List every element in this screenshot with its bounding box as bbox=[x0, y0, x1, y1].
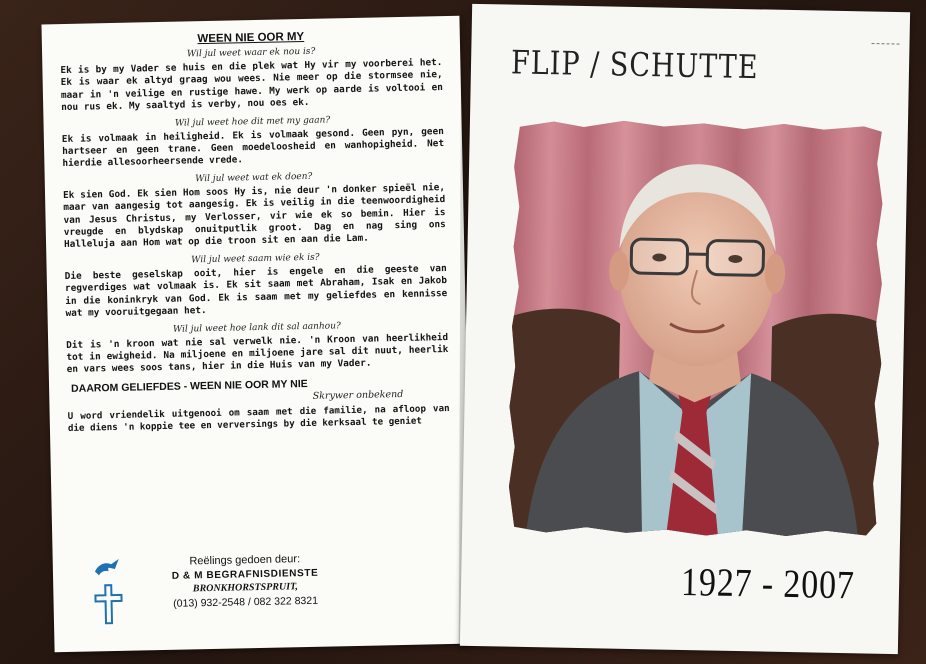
poem-paragraph: Dit is 'n kroon wat nie sal verwelk nie. 'n Kroon van heerlikheid tot in ewigheid. Na miljoene en miljoene jare sal dit nuut, heerlik en vars wees soos tans, hier in die Huis van my Vader. bbox=[66, 331, 449, 376]
ink-mark bbox=[871, 42, 899, 47]
funeral-director-text bbox=[145, 552, 346, 610]
poem-question: Wil jul weet hoe lank dit sal aanhou? bbox=[172, 320, 341, 335]
tea-invitation: U word vriendelik uitgenooi om saam met die familie, na afloop van die diens 'n koppie tee en verversings by die kerksaal te geniet bbox=[67, 402, 450, 435]
programme-cover-page bbox=[460, 4, 910, 654]
programme-left-page bbox=[41, 16, 472, 653]
dove-cross-icon bbox=[89, 557, 130, 628]
arrangements-label: Reëlings gedoen deur: bbox=[189, 553, 301, 568]
poem-paragraph: Die beste geselskap ooit, hier is engele en die geeste van regverdiges wat volmaak is. Ek sit saam met Abraham, Isak en Jakob in die koninkryk van God. Ek is saam met my geliefdes en kennisse wat my vooruitgegaan het. bbox=[64, 262, 448, 320]
life-years: 1927 - 2007 bbox=[680, 558, 856, 608]
poem-question: Wil jul weet saam wie ek is? bbox=[191, 252, 320, 266]
poem-question: Wil jul weet wat ek doen? bbox=[195, 171, 313, 185]
poem-paragraph: Ek is volmaak in heiligheid. Ek is volmaak gesond. Geen pyn, geen hartseer en geen trane. Geen moedeloosheid en wanhopigheid. Net hierdie allesoorheersende vrede. bbox=[61, 125, 445, 170]
poem-paragraph: Ek sien God. Ek sien Hom soos Hy is, nie deur 'n donker spieël nie, maar van aangesig tot aangesig. Ek is veilig in die teenwoordigheid van Jesus Christus, my Verlosser, vir wie ek so bemin. Hier is vreugde en blydskap onuitputlik groot. Dag en nag sing ons Halleluja aan Hom wat op die troon sit en aan die Lam. bbox=[62, 181, 446, 251]
poem-question: Wil jul weet hoe dit met my gaan? bbox=[174, 115, 331, 129]
funeral-company-place: BRONKHORSTSPRUIT, bbox=[192, 581, 298, 595]
poem-author: Skrywer onbekend bbox=[312, 388, 404, 402]
poem-closing-line: DAAROM GELIEFDES - WEEN NIE OOR MY NIE bbox=[70, 377, 308, 395]
poem bbox=[60, 28, 450, 443]
poem-paragraph: Ek is by my Vader se huis en die plek wat Hy vir my voorberei het. Ek is waar ek altyd graag wou wees. Nie meer op die stormsee nie, maar in 'n veilige en rustige hawe. My werk op aarde is voltooi en nou rus ek. My saaltyd is verby, nou oes ek. bbox=[60, 57, 443, 114]
poem-title: WEEN NIE OOR MY bbox=[197, 30, 305, 46]
deceased-name: FLIP / SCHUTTE bbox=[510, 44, 759, 87]
funeral-director-block bbox=[89, 552, 351, 635]
funeral-company-name: D & M BEGRAFNISDIENSTE bbox=[171, 567, 319, 582]
poem-question: Wil jul weet waar ek nou is? bbox=[186, 46, 316, 60]
portrait-photo bbox=[506, 117, 886, 540]
funeral-company-phones: (013) 932-2548 / 082 322 8321 bbox=[173, 594, 319, 610]
